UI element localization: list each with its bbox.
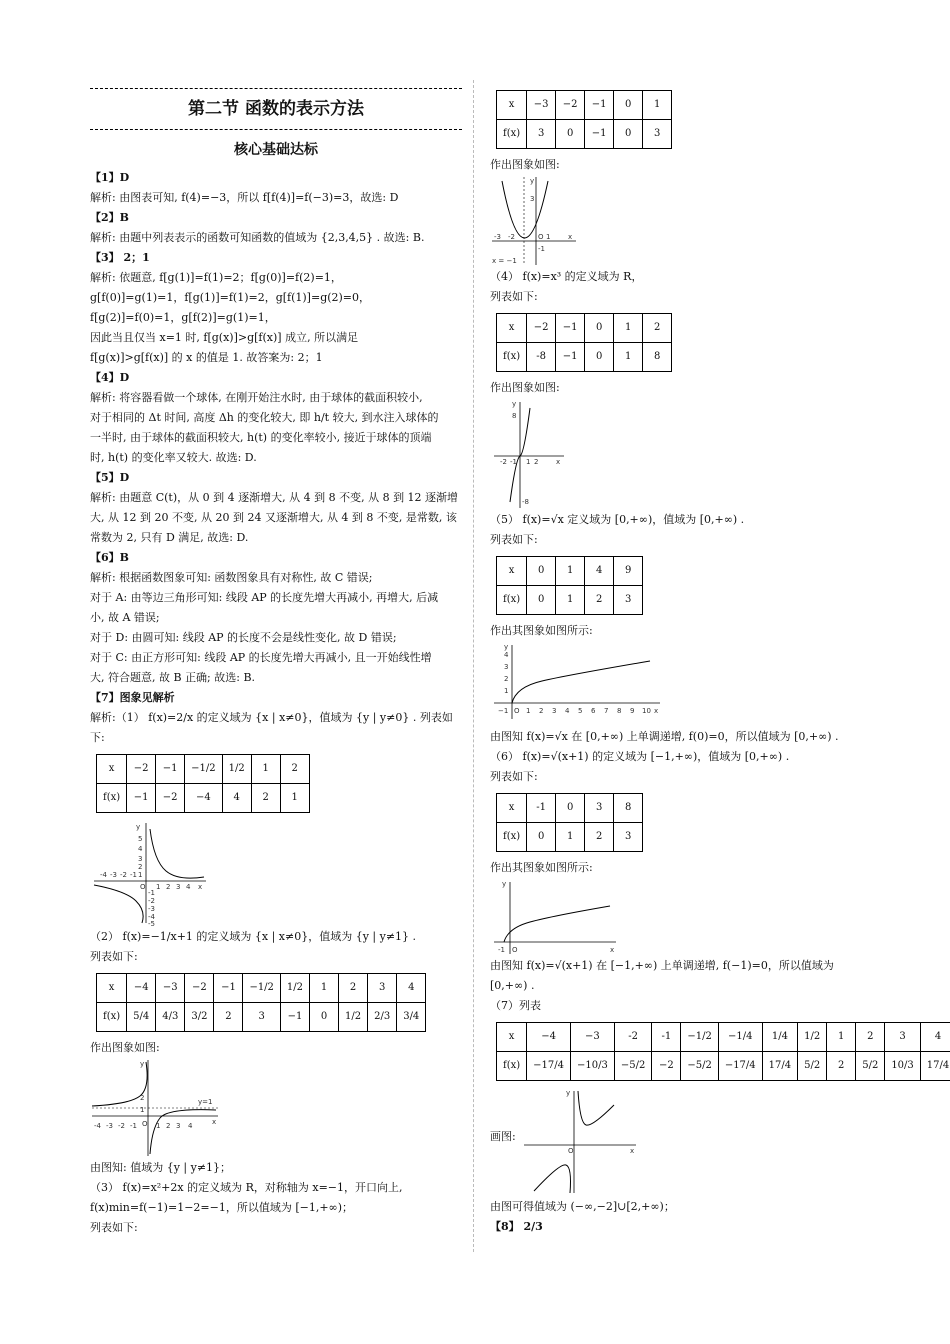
table-cell: 2: [856, 1023, 885, 1052]
solution-line: 常数为 2, 只有 D 满足, 故选: D.: [90, 531, 249, 544]
g1-tick: 2: [166, 883, 171, 891]
g2-ytick: 1: [140, 1106, 145, 1114]
g2-origin: O: [142, 1120, 148, 1128]
g2-tick: -2: [118, 1122, 125, 1130]
table-cell: 4: [397, 974, 426, 1003]
table-cell: 4: [222, 784, 251, 813]
table-q7-1: [90, 754, 462, 813]
g5-y-label: y: [504, 643, 509, 651]
solution-line: 解析: 由图表可知, f(4)=−3，所以 f[f(4)]=f(−3)=3，故选: D: [90, 191, 399, 204]
g7-x-label: x: [630, 1147, 635, 1155]
table-cell: 17/4: [762, 1052, 797, 1081]
table-cell: 0: [614, 120, 643, 149]
g2-y-label: y: [140, 1060, 145, 1068]
g3-tick: 1: [546, 233, 551, 241]
g1-tick: 4: [186, 883, 191, 891]
table-cell: −4: [127, 974, 156, 1003]
answers-block-9: [490, 621, 870, 641]
table-row: [497, 1052, 950, 1081]
g3-ytick: -1: [538, 245, 545, 253]
table-row: [497, 91, 672, 120]
g5-ytick: 2: [504, 675, 509, 683]
solution-line: （4） f(x)=x³ 的定义域为 R，: [490, 270, 643, 283]
table-cell: 1: [614, 343, 643, 372]
table-cell: 4: [585, 557, 614, 586]
graph-sqrt: [490, 641, 662, 723]
solution-line: 解析: 由题中列表表示的函数可知函数的值域为 {2,3,4,5} . 故选: B.: [90, 231, 425, 244]
g7-y-label: y: [566, 1089, 571, 1097]
solution-line: 对于 D: 由圆可知: 线段 AP 的长度不会是线性变化, 故 D 错误;: [90, 631, 397, 644]
table-cell: 3: [614, 586, 643, 615]
value-table: [96, 973, 426, 1032]
table-row: [497, 314, 672, 343]
g4-tick: -1: [510, 458, 517, 466]
table-cell: 0: [614, 91, 643, 120]
table-cell: 1/4: [762, 1023, 797, 1052]
table-cell: f(x): [497, 586, 527, 615]
solution-line: 由图知 f(x)=√x 在 [0,+∞) 上单调递增, f(0)=0，所以值域为 [0,+∞) .: [490, 730, 839, 743]
g6-tick: -1: [498, 946, 505, 954]
table-cell: x: [97, 974, 127, 1003]
g2-x-label: x: [212, 1118, 217, 1126]
g1-ytick: -4: [148, 913, 155, 921]
table-row: [97, 784, 310, 813]
title-bottom-rule: [90, 129, 462, 130]
g3-x-label: x: [568, 233, 573, 241]
table-q7-3: [490, 90, 870, 149]
table-cell: f(x): [497, 120, 527, 149]
solution-line: 解析: 根据函数图象可知: 函数图象具有对称性, 故 C 错误;: [90, 571, 373, 584]
table-cell: x: [497, 794, 527, 823]
answer-heading: 【2】B: [90, 211, 129, 224]
g5-ytick: 1: [504, 687, 509, 695]
graph-hyperbola-shift: [90, 1058, 220, 1158]
g5-tick: −1: [498, 707, 509, 715]
answer-heading: 【1】D: [90, 171, 130, 184]
table-cell: 1: [251, 755, 280, 784]
table-cell: 1: [827, 1023, 856, 1052]
solution-line: f[g(x)]>g[f(x)] 的 x 的值是 1. 故答案为: 2；1: [90, 351, 323, 364]
table-cell: 5/4: [127, 1003, 156, 1032]
solution-line: 作出图象如图:: [490, 381, 560, 394]
answers-block-7: [490, 378, 870, 398]
solution-line: 对于 C: 由正方形可知: 线段 AP 的长度先增大再减小, 且一开始线性增: [90, 651, 432, 664]
table-cell: f(x): [497, 823, 527, 852]
value-table: [96, 754, 310, 813]
table-cell: −2: [127, 755, 156, 784]
table-cell: f(x): [97, 1003, 127, 1032]
g1-ytick: -1: [148, 889, 155, 897]
table-cell: 0: [310, 1003, 339, 1032]
solution-line: 作出图象如图:: [490, 158, 560, 171]
g3-ytick: 3: [530, 195, 535, 203]
g6-x-label: x: [610, 946, 615, 954]
value-table: [496, 90, 672, 149]
g4-tick: 1: [526, 458, 531, 466]
table-q7-4: [490, 313, 870, 372]
answers-block-10: [490, 727, 870, 787]
g5-x-label: x: [654, 707, 659, 715]
solution-line: 由图知 f(x)=√(x+1) 在 [−1,+∞) 上单调递增, f(−1)=0，所以值域为: [490, 959, 834, 972]
table-row: [497, 557, 643, 586]
g1-ytick: 2: [138, 863, 143, 871]
table-cell: 1/2: [339, 1003, 368, 1032]
table-cell: 3/4: [397, 1003, 426, 1032]
table-cell: 1: [556, 823, 585, 852]
answers-block-12: [490, 956, 870, 1016]
table-cell: −1/2: [243, 974, 280, 1003]
table-cell: 4/3: [156, 1003, 185, 1032]
g3-origin: O: [538, 233, 544, 241]
table-row: [97, 974, 426, 1003]
g2-tick: 2: [166, 1122, 171, 1130]
answer-heading: 【3】 2；1: [90, 251, 150, 264]
solution-line: f[g(2)]=f(0)=1，g[f(2)]=g(1)=1，: [90, 311, 276, 324]
value-table: [496, 1022, 950, 1081]
table-cell: -1: [527, 794, 556, 823]
column-divider: [473, 80, 474, 1252]
g1-ytick: 5: [138, 835, 143, 843]
g5-tick: 2: [539, 707, 544, 715]
table-cell: 3/2: [185, 1003, 214, 1032]
table-cell: 3: [614, 823, 643, 852]
table-cell: −1: [280, 1003, 309, 1032]
table-q7-5: [490, 556, 870, 615]
g2-tick: 3: [176, 1122, 181, 1130]
g1-tick: -2: [120, 871, 127, 879]
table-cell: 9: [614, 557, 643, 586]
graph-cubic: [490, 398, 570, 510]
table-cell: 2: [585, 823, 614, 852]
solution-line: 列表如下:: [490, 290, 538, 303]
g3-axis-label: x = −1: [492, 257, 517, 265]
answers-block-4: [90, 1158, 462, 1238]
g5-tick: 4: [565, 707, 570, 715]
graph-x-plus-inverse: [520, 1087, 640, 1195]
page-title: 第二节 函数的表示方法: [188, 99, 364, 119]
section-subtitle: 核心基础达标: [234, 142, 318, 158]
answers-block-5: [490, 155, 870, 175]
g4-y-label: y: [512, 400, 517, 408]
solution-line: 由图知: 值域为 {y | y≠1}；: [90, 1161, 232, 1174]
answer-heading: 【7】图象见解析: [90, 691, 175, 704]
value-table: [496, 556, 643, 615]
solution-line: 时, h(t) 的变化率又较大. 故选: D.: [90, 451, 257, 464]
table-cell: x: [497, 557, 527, 586]
g1-tick: -3: [110, 871, 117, 879]
answers-block-11: [490, 858, 870, 878]
table-cell: 1: [556, 557, 585, 586]
solution-line: （2） f(x)=−1/x+1 的定义域为 {x | x≠0}，值域为 {y | y≠1} .: [90, 930, 417, 943]
table-cell: −1: [127, 784, 156, 813]
table-cell: 3: [585, 794, 614, 823]
solution-line: [0,+∞) .: [490, 979, 535, 992]
table-cell: 2: [280, 755, 309, 784]
g1-tick: -1: [130, 871, 137, 879]
solution-line: 一半时, 由于球体的截面积较大, h(t) 的变化率较小, 接近于球体的顶端: [90, 431, 432, 444]
table-cell: 0: [556, 120, 585, 149]
table-cell: −2: [156, 784, 185, 813]
answer-heading: 【5】D: [90, 471, 130, 484]
g1-ytick: -2: [148, 897, 155, 905]
answers-block-1: [90, 168, 462, 748]
table-cell: −2: [185, 974, 214, 1003]
g5-origin: O: [514, 707, 520, 715]
g5-tick: 8: [617, 707, 622, 715]
table-q7-6: [490, 793, 870, 852]
solution-line: （7）列表: [490, 999, 541, 1012]
table-cell: 17/4: [920, 1052, 950, 1081]
solution-line: （5） f(x)=√x 定义域为 [0,+∞)，值域为 [0,+∞) .: [490, 513, 745, 526]
solution-line: 列表如下:: [490, 533, 538, 546]
table-cell: 0: [527, 586, 556, 615]
table-q7-7: [490, 1022, 950, 1081]
table-cell: x: [497, 314, 527, 343]
table-cell: 1: [614, 314, 643, 343]
table-row: [497, 120, 672, 149]
table-q7-2: [90, 973, 462, 1032]
table-cell: −1: [556, 314, 585, 343]
solution-line: 解析: 依题意, f[g(1)]=f(1)=2；f[g(0)]=f(2)=1，: [90, 271, 342, 284]
g3-tick: -2: [508, 233, 515, 241]
g5-tick: 5: [578, 707, 583, 715]
g2-asymptote-label: y=1: [198, 1098, 213, 1106]
table-cell: 2: [214, 1003, 243, 1032]
table-cell: 2: [827, 1052, 856, 1081]
g4-x-label: x: [556, 458, 561, 466]
table-cell: 5/2: [798, 1052, 827, 1081]
table-row: [497, 343, 672, 372]
table-cell: −1/4: [718, 1023, 762, 1052]
solution-line: f(x)min=f(−1)=1−2=−1，所以值域为 [−1,+∞)；: [90, 1201, 354, 1214]
g1-tick: 1: [156, 883, 161, 891]
table-cell: −3: [527, 91, 556, 120]
table-cell: 3: [527, 120, 556, 149]
answers-block-8: [490, 510, 870, 550]
table-cell: 1: [556, 586, 585, 615]
table-row: [497, 823, 643, 852]
table-cell: 1/2: [222, 755, 251, 784]
title-top-rule: [90, 88, 462, 89]
table-cell: 2: [585, 586, 614, 615]
table-cell: 1: [310, 974, 339, 1003]
solution-line: 作出其图象如图所示:: [490, 624, 593, 637]
g1-y-label: y: [136, 823, 141, 831]
right-column: [490, 90, 950, 1237]
table-cell: −4: [527, 1023, 571, 1052]
g5-tick: 7: [604, 707, 609, 715]
g5-tick: 9: [630, 707, 635, 715]
table-cell: −2: [652, 1052, 681, 1081]
value-table: [496, 313, 672, 372]
g1-tick: 3: [176, 883, 181, 891]
table-cell: −5/2: [681, 1052, 718, 1081]
table-cell: 8: [643, 343, 672, 372]
table-cell: 3: [885, 1023, 920, 1052]
solution-line: 由图可得值域为 (−∞,−2]∪[2,+∞)；: [490, 1200, 675, 1213]
g2-tick: -1: [130, 1122, 137, 1130]
solution-line: 对于 A: 由等边三角形可知: 线段 AP 的长度先增大再减小, 再增大, 后减: [90, 591, 439, 604]
solution-line: 解析:（1） f(x)=2/x 的定义域为 {x | x≠0}，值域为 {y | y≠0} . 列表如下:: [90, 711, 453, 744]
table-cell: 1: [280, 784, 309, 813]
left-column: [90, 88, 462, 1238]
table-cell: −1: [156, 755, 185, 784]
table-cell: 8: [614, 794, 643, 823]
g5-tick: 10: [642, 707, 651, 715]
answers-block-2: [90, 927, 462, 967]
answer-heading: 【4】D: [90, 371, 130, 384]
g6-origin: O: [512, 946, 518, 954]
table-cell: 0: [527, 557, 556, 586]
table-cell: −1: [556, 343, 585, 372]
g3-tick: -3: [494, 233, 501, 241]
table-cell: 0: [585, 343, 614, 372]
solution-line: g[f(0)]=g(1)=1，f[g(1)]=f(1)=2，g[f(1)]=g(2)=0，: [90, 291, 371, 304]
table-cell: −2: [556, 91, 585, 120]
solution-line: 大, 从 12 到 20 不变, 从 20 到 24 又逐渐增大, 从 4 到 8 不变, 是常数, 该: [90, 511, 457, 524]
table-cell: −1: [585, 120, 614, 149]
g7-origin: O: [568, 1147, 574, 1155]
solution-line: 作出其图象如图所示:: [490, 861, 593, 874]
table-cell: -1: [652, 1023, 681, 1052]
table-row: [497, 586, 643, 615]
g1-ytick: 4: [138, 845, 143, 853]
g2-tick: -3: [106, 1122, 113, 1130]
solution-line: 小, 故 A 错误;: [90, 611, 160, 624]
table-cell: 1/2: [798, 1023, 827, 1052]
graph-sqrt-shift: [490, 878, 620, 956]
g3-y-label: y: [530, 177, 535, 185]
table-cell: −10/3: [571, 1052, 615, 1081]
table-cell: -2: [614, 1023, 651, 1052]
solution-line: 因此当且仅当 x=1 时, f[g(x)]>g[f(x)] 成立, 所以满足: [90, 331, 359, 344]
g1-ytick: -5: [148, 920, 155, 927]
table-row: [97, 755, 310, 784]
table-cell: 2/3: [368, 1003, 397, 1032]
g1-x-label: x: [198, 883, 203, 891]
table-cell: 0: [585, 314, 614, 343]
table-cell: 3: [643, 120, 672, 149]
draw-label: 画图:: [490, 1130, 516, 1143]
table-cell: −4: [185, 784, 222, 813]
table-row: [497, 794, 643, 823]
value-table: [496, 793, 643, 852]
table-cell: 2: [339, 974, 368, 1003]
solution-line: 列表如下:: [90, 950, 138, 963]
solution-line: （6） f(x)=√(x+1) 的定义域为 [−1,+∞)，值域为 [0,+∞) .: [490, 750, 790, 763]
table-cell: 3: [243, 1003, 280, 1032]
solution-line: 列表如下:: [490, 770, 538, 783]
table-cell: 1: [643, 91, 672, 120]
answers-block-6: [490, 267, 870, 307]
table-cell: 1/2: [280, 974, 309, 1003]
g2-tick: 4: [188, 1122, 193, 1130]
table-row: [97, 1003, 426, 1032]
g5-ytick: 3: [504, 663, 509, 671]
table-cell: −5/2: [614, 1052, 651, 1081]
table-cell: 0: [527, 823, 556, 852]
solution-line: 大, 符合题意, 故 B 正确; 故选: B.: [90, 671, 256, 684]
table-cell: −17/4: [527, 1052, 571, 1081]
g1-origin: O: [140, 883, 146, 891]
g2-ytick: 2: [140, 1094, 145, 1102]
g4-ytick: -8: [522, 498, 529, 506]
graph-reciprocal: [90, 819, 210, 927]
table-cell: f(x): [497, 343, 527, 372]
table-cell: -8: [527, 343, 556, 372]
table-cell: 3: [368, 974, 397, 1003]
table-cell: −3: [156, 974, 185, 1003]
table-cell: −1/2: [681, 1023, 718, 1052]
g1-ytick: -3: [148, 905, 155, 913]
table-cell: x: [497, 1023, 527, 1052]
table-cell: −1/2: [185, 755, 222, 784]
g6-y-label: y: [502, 880, 507, 888]
table-cell: −2: [527, 314, 556, 343]
g1-ytick: 1: [138, 871, 143, 879]
g5-ytick: 4: [504, 651, 509, 659]
solution-line: 对于相同的 Δt 时间, 高度 Δh 的变化较大, 即 h/t 较大, 到水注入球体的: [90, 411, 439, 424]
solution-line: 解析: 由题意 C(t)，从 0 到 4 逐渐增大, 从 4 到 8 不变, 从 8 到 12 逐渐增: [90, 491, 459, 504]
g5-tick: 6: [591, 707, 596, 715]
g4-tick: 2: [534, 458, 539, 466]
table-cell: x: [97, 755, 127, 784]
g4-ytick: 8: [512, 412, 517, 420]
graph-q7-7-container: [490, 1087, 870, 1197]
answer-heading: 【8】 2/3: [490, 1220, 543, 1233]
solution-line: 列表如下:: [90, 1221, 138, 1234]
table-cell: 10/3: [885, 1052, 920, 1081]
solution-line: 解析: 将容器看做一个球体, 在刚开始注水时, 由于球体的截面积较小,: [90, 391, 423, 404]
answers-block-3: [90, 1038, 462, 1058]
g2-tick: -4: [94, 1122, 101, 1130]
table-cell: 0: [556, 794, 585, 823]
answers-block-13: [490, 1197, 870, 1237]
graph-parabola: [490, 175, 580, 267]
g5-tick: 1: [526, 707, 531, 715]
table-cell: 2: [643, 314, 672, 343]
solution-line: （3） f(x)=x²+2x 的定义域为 R，对称轴为 x=−1，开口向上,: [90, 1181, 403, 1194]
g2-tick: 1: [156, 1122, 161, 1130]
table-cell: x: [497, 91, 527, 120]
solution-line: 作出图象如图:: [90, 1041, 160, 1054]
table-cell: −1: [585, 91, 614, 120]
table-cell: −17/4: [718, 1052, 762, 1081]
table-cell: f(x): [497, 1052, 527, 1081]
table-cell: 4: [920, 1023, 950, 1052]
g1-tick-neg: -4: [100, 871, 107, 879]
answer-heading: 【6】B: [90, 551, 129, 564]
table-cell: f(x): [97, 784, 127, 813]
table-cell: 5/2: [856, 1052, 885, 1081]
g4-tick: -2: [500, 458, 507, 466]
table-row: [497, 1023, 950, 1052]
table-cell: 2: [251, 784, 280, 813]
table-cell: −3: [571, 1023, 615, 1052]
g5-tick: 3: [552, 707, 557, 715]
g1-ytick: 3: [138, 855, 143, 863]
table-cell: −1: [214, 974, 243, 1003]
